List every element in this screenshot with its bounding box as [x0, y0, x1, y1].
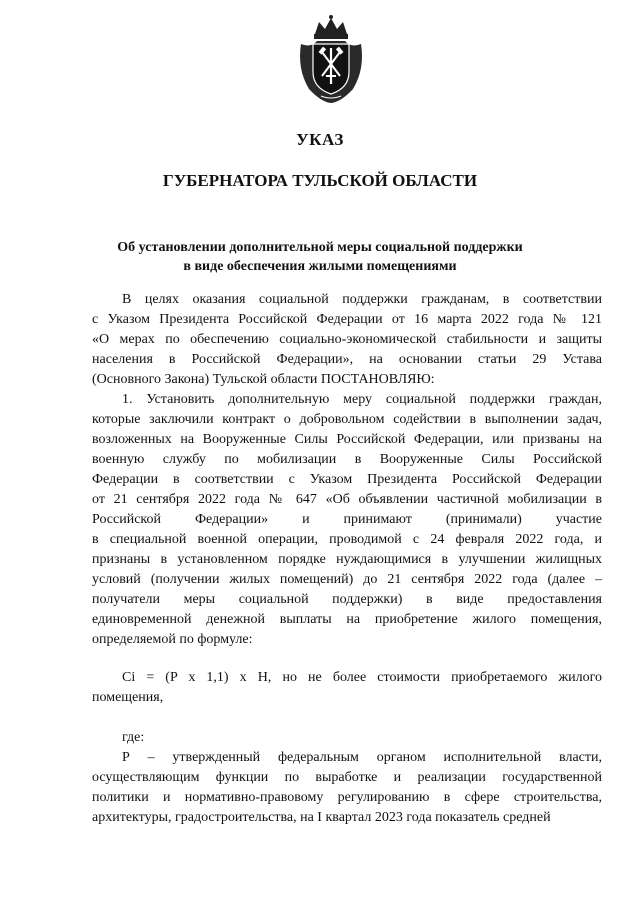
where-label: [92, 728, 602, 748]
text-line: осуществляющим функции по выработке и реализации государственной: [92, 770, 602, 785]
text-line: Федерации в соответствии с Указом Президента Российской Федерации: [92, 472, 602, 487]
text-line: (Основного Закона) Тульской области ПОСТАНОВЛЯЮ:: [92, 372, 435, 387]
text-line: В целях оказания социальной поддержки гражданам, в соответствии: [122, 292, 602, 307]
text-line: получатели меры социальной поддержки) в виде предоставления: [92, 592, 602, 607]
text-line: признаны в установленном порядке нуждающимися в улучшении жилищных: [92, 552, 602, 567]
coat-of-arms-icon: [295, 14, 367, 104]
text-line: определяемой по формуле:: [92, 632, 253, 647]
text-line: Р – утвержденный федеральным органом исполнительной власти,: [122, 750, 602, 765]
text-line: населения в Российской Федерации», на основании статьи 29 Устава: [92, 352, 602, 367]
text-line: военную службу по мобилизации в Вооруженные Силы Российской: [92, 452, 602, 467]
text-line: от 21 сентября 2022 года № 647 «Об объявлении частичной мобилизации в: [92, 492, 602, 507]
text-line: где:: [122, 730, 145, 745]
text-line: Российской Федерации» и принимают (принимали) участие: [92, 512, 602, 527]
text-line: Ci = (P x 1,1) x H, но не более стоимости приобретаемого жилого: [122, 670, 602, 685]
text-line: 1. Установить дополнительную меру социальной поддержки граждан,: [122, 392, 602, 407]
text-line: единовременной денежной выплаты на приобретение жилого помещения,: [92, 612, 602, 627]
heading-line-2: в виде обеспечения жилыми помещениями: [183, 259, 457, 274]
text-line: которые заключили контракт о добровольном содействии в выполнении задач,: [92, 412, 602, 427]
text-line: помещения,: [92, 690, 164, 705]
text-line: архитектуры, градостроительства, на I квартал 2023 года показатель средней: [92, 810, 551, 825]
formula-paragraph: [92, 668, 602, 708]
text-line: условий (получении жилых помещений) до 21 сентября 2022 года (далее –: [92, 572, 602, 587]
text-line: «О мерах по обеспечению социально-экономической стабильности и защиты: [92, 332, 602, 347]
text-line: с Указом Президента Российской Федерации от 16 марта 2022 года № 121: [92, 312, 602, 327]
heading-line-1: Об установлении дополнительной меры социальной поддержки: [117, 240, 523, 255]
document-type: УКАЗ: [296, 130, 344, 149]
document-body: [92, 290, 602, 828]
document-heading: [0, 238, 640, 276]
text-line: в специальной военной операции, проводимой с 24 февраля 2022 года, и: [92, 532, 602, 547]
item-1-paragraph: [92, 390, 602, 650]
p-definition-paragraph: [92, 748, 602, 828]
text-line: возложенных на Вооруженные Силы Российской Федерации, или призваны на: [92, 432, 602, 447]
preamble-paragraph: [92, 290, 602, 390]
issuing-authority: ГУБЕРНАТОРА ТУЛЬСКОЙ ОБЛАСТИ: [162, 171, 478, 190]
text-line: политики и нормативно-правовому регулированию в сфере строительства,: [92, 790, 602, 805]
